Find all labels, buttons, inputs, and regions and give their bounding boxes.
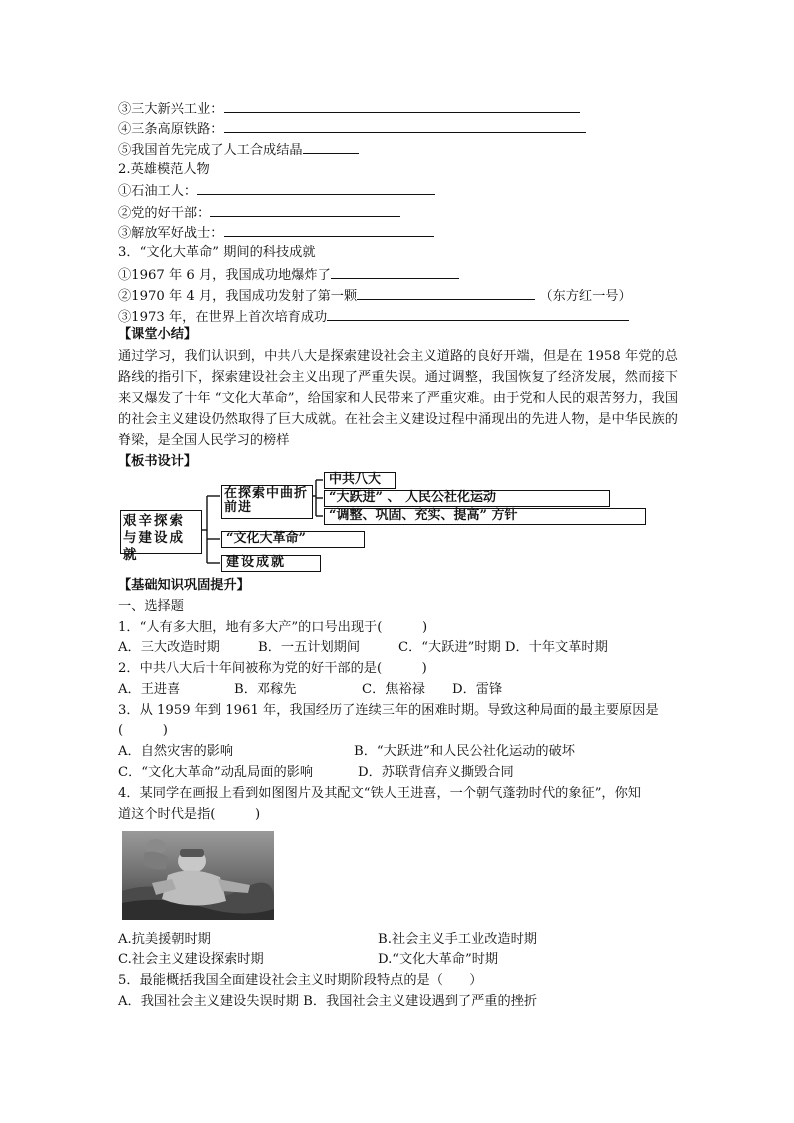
- board-sub-great-leap: “大跃进” 、 人民公社化运动: [324, 490, 610, 507]
- photo-image: [122, 831, 274, 920]
- fill-item-label: 2.英雄模范人物: [118, 162, 210, 177]
- fill-item-label: ⑤我国首先完成了人工合成结晶: [118, 143, 303, 158]
- fill-item-label: ③解放军好战士：: [118, 226, 224, 241]
- fill-item-label: ②1970 年 4 月，我国成功发射了第一颗: [118, 289, 358, 304]
- q2-option-a[interactable]: A．王进喜: [118, 682, 181, 697]
- q4-option-c[interactable]: C.社会主义建设探索时期: [118, 952, 264, 967]
- board-branch-explore: 在探索中曲折前进: [221, 485, 313, 519]
- wang-jinxi-photo: [122, 831, 274, 920]
- q3-option-c[interactable]: C．“文化大革命”动乱局面的影响: [118, 765, 314, 780]
- q4-stem-line2: 道这个时代是指( ): [118, 807, 261, 822]
- fill-item-label: ①石油工人：: [118, 184, 198, 199]
- q3-stem-line1: 3．从 1959 年到 1961 年，我国经历了连续三年的困难时期。导致这种局面的最主要原因是: [118, 703, 659, 718]
- fill-item-label: ④三条高原铁路：: [118, 122, 224, 137]
- q2-option-b[interactable]: B．邓稼先: [234, 682, 297, 697]
- fill-item-label: ②党的好干部：: [118, 206, 211, 221]
- q4-option-b[interactable]: B.社会主义手工业改造时期: [378, 932, 537, 947]
- q2-option-c[interactable]: C．焦裕禄: [362, 682, 425, 697]
- q4-stem-line1: 4．某同学在画报上看到如图图片及其配文“铁人王进喜，一个朝气蓬勃时代的象征”，你知: [118, 786, 641, 801]
- fill-item-suffix: （东方红一号）: [535, 289, 632, 304]
- q3-option-d[interactable]: D．苏联背信弃义撕毁合同: [358, 765, 514, 780]
- board-root-box: 艰辛探索与建设成就: [120, 510, 202, 554]
- q1-stem: 1．“人有多大胆，地有多大产”的口号出现于( ): [118, 620, 428, 635]
- q4-option-d[interactable]: D.“文化大革命”时期: [378, 952, 499, 967]
- fill-item-label: ③三大新兴工业：: [118, 102, 224, 117]
- practice-section: 一、选择题: [118, 599, 184, 614]
- board-sub-adjustment: “调整、巩固、充实、提高” 方针: [324, 508, 646, 525]
- board-sub-eighth-congress: 中共八大: [324, 472, 396, 489]
- q2-stem: 2．中共八大后十年间被称为党的好干部的是( ): [118, 661, 427, 676]
- board-heading: 【板书设计】: [118, 454, 198, 469]
- q4-option-a[interactable]: A.抗美援朝时期: [118, 932, 211, 947]
- q1-option-b[interactable]: B．一五计划期间: [258, 640, 361, 655]
- fill-item-label: 3．“文化大革命” 期间的科技成就: [118, 245, 316, 260]
- q2-option-d[interactable]: D．雷锋: [452, 682, 503, 697]
- board-branch-cultural-revolution: “文化大革命”: [221, 531, 365, 548]
- summary-text: 通过学习，我们认识到，中共八大是探索建设社会主义道路的良好开端，但是在 1958 年党的总路线的指引下，探索建设社会主义出现了严重失误。通过调整，我国恢复了经济发展，然而接下来又爆发了十年 “文化大革命”，给国家和人民带来了严重灾难。由于党和人民的艰苦努力，我国的社会主义建设仍然取得了巨大成就。在社会主义建设过程中涌现出的先进人物，是中华民族的脊梁，是全国人民学习的榜样: [118, 349, 678, 448]
- q5-stem: 5．最能概括我国全面建设社会主义时期阶段特点的是（ ）: [118, 973, 483, 988]
- q5-options[interactable]: A．我国社会主义建设失误时期 B．我国社会主义建设遇到了严重的挫折: [118, 994, 538, 1009]
- q1-option-a[interactable]: A．三大改造时期: [118, 640, 220, 655]
- q1-option-cd[interactable]: C．“大跃进”时期 D．十年文革时期: [398, 640, 608, 655]
- fill-item-label: ①1967 年 6 月，我国成功地爆炸了: [118, 268, 331, 283]
- board-branch-achievements: 建设成就: [221, 555, 321, 572]
- summary-heading: 【课堂小结】: [118, 327, 198, 342]
- q3-option-a[interactable]: A．自然灾害的影响: [118, 744, 234, 759]
- fill-item-label: ③1973 年，在世界上首次培育成功: [118, 310, 328, 325]
- q3-option-b[interactable]: B．“大跃进”和人民公社化运动的破坏: [354, 744, 575, 759]
- q3-stem-line2: ( ): [118, 723, 168, 738]
- practice-heading: 【基础知识巩固提升】: [118, 578, 250, 593]
